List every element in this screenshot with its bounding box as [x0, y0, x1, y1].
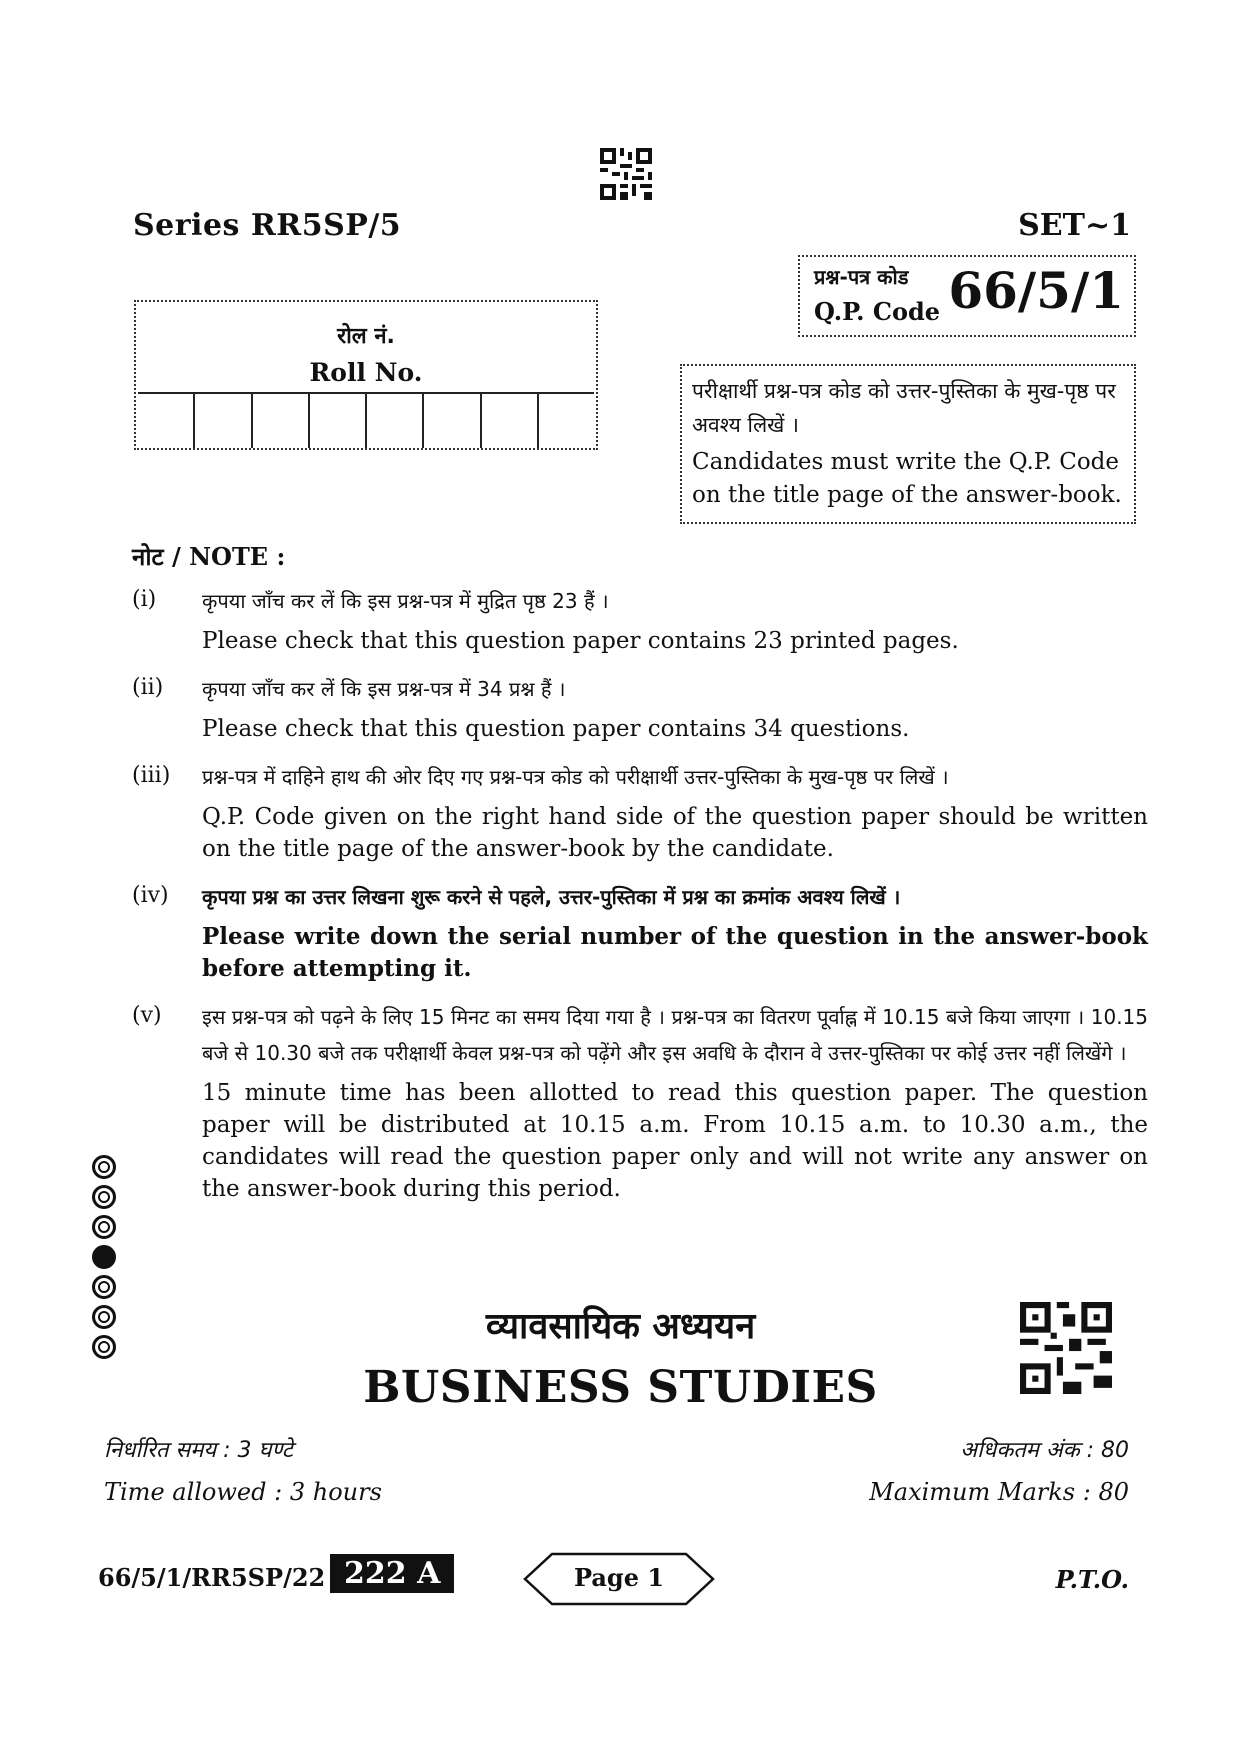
roll-label-en: Roll No. — [309, 358, 423, 387]
ring-icon — [92, 1275, 116, 1299]
note-text-en: Please check that this question paper contains 34 questions. — [202, 716, 910, 742]
roll-digit-cell[interactable] — [253, 394, 310, 448]
ring-icon — [92, 1155, 116, 1179]
time-allowed-en: Time allowed : 3 hours — [104, 1478, 382, 1506]
page-indicator — [522, 1551, 716, 1607]
note-text-hi: कृपया जाँच कर लें कि इस प्रश्न-पत्र में 34 प्रश्न हैं । — [202, 677, 566, 701]
time-allowed-hi: निर्धारित समय : 3 घण्टे — [104, 1438, 293, 1463]
note-item — [132, 879, 1148, 993]
qr-code-top-icon — [600, 148, 652, 200]
note-item — [132, 671, 1148, 753]
subject-title-hi: व्यावसायिक अध्ययन — [485, 1306, 756, 1347]
note-text-hi: कृपया प्रश्न का उत्तर लिखना शुरू करने से पहले, उत्तर-पुस्तिका में प्रश्न का क्रमांक अवश्य लिखें । — [202, 885, 901, 909]
roll-number-grid — [138, 392, 594, 448]
footer-paper-code: 66/5/1/RR5SP/22 — [98, 1563, 326, 1592]
roll-digit-cell[interactable] — [367, 394, 424, 448]
candidate-instruction-box — [680, 364, 1136, 524]
note-text-en: Please write down the serial number of the question in the answer-book before attempting it. — [202, 923, 1148, 982]
note-number: (v) — [132, 1003, 162, 1028]
ring-icon — [92, 1215, 116, 1239]
qp-code-label-hi: प्रश्न-पत्र कोड — [814, 265, 909, 289]
candidate-instruction-en: Candidates must write the Q.P. Code on the title page of the answer-book. — [692, 449, 1122, 508]
footer-badge: 222 A — [330, 1554, 454, 1593]
qp-code-label-en: Q.P. Code — [814, 297, 941, 326]
note-text-hi: इस प्रश्न-पत्र को पढ़ने के लिए 15 मिनट का समय दिया गया है । प्रश्न-पत्र का वितरण पूर्वाह्न में 10.15 बजे किया जाएगा । 10.15 बजे से 10.30 बजे तक परीक्षार्थी केवल प्रश्न-पत्र को पढ़ेंगे और इस अवधि के दौरान वे उत्तर-पुस्तिका पर कोई उत्तर नहीं लिखेंगे । — [202, 1005, 1148, 1065]
roll-digit-cell[interactable] — [138, 394, 195, 448]
filled-ring-icon — [92, 1245, 116, 1269]
roll-digit-cell[interactable] — [482, 394, 539, 448]
roll-label-hi: रोल नं. — [337, 324, 395, 349]
note-text-en: 15 minute time has been allotted to read this question paper. The question paper will be distributed at 10.15 a.m. From 10.15 a.m. to 10.30 a.m., the candidates will read the question paper only and will not write any answer on the answer-book during this period. — [202, 1080, 1148, 1202]
page-number-label: Page 1 — [573, 1563, 665, 1592]
notes-heading: नोट / NOTE : — [132, 542, 286, 571]
roll-digit-cell[interactable] — [195, 394, 252, 448]
note-text-hi: प्रश्न-पत्र में दाहिने हाथ की ओर दिए गए प्रश्न-पत्र कोड को परीक्षार्थी उत्तर-पुस्तिका के मुख-पृष्ठ पर लिखें । — [202, 765, 949, 789]
roll-digit-cell[interactable] — [310, 394, 367, 448]
note-item — [132, 999, 1148, 1213]
note-text-en: Q.P. Code given on the right hand side of the question paper should be written on the title page of the answer-book by the candidate. — [202, 804, 1148, 862]
subject-title-en: BUSINESS STUDIES — [363, 1362, 878, 1413]
ring-icon — [92, 1185, 116, 1209]
roll-number-box — [134, 300, 598, 450]
max-marks-en: Maximum Marks : 80 — [869, 1478, 1129, 1506]
note-number: (iv) — [132, 883, 169, 908]
set-label: SET~1 — [1018, 208, 1131, 243]
notes-section — [132, 540, 1148, 1213]
max-marks-hi: अधिकतम अंक : 80 — [960, 1438, 1129, 1463]
note-item — [132, 759, 1148, 873]
qp-code-value: 66/5/1 — [948, 261, 1124, 320]
candidate-instruction-hi: परीक्षार्थी प्रश्न-पत्र कोड को उत्तर-पुस्तिका के मुख-पृष्ठ पर अवश्य लिखें । — [692, 379, 1116, 437]
note-number: (iii) — [132, 763, 171, 788]
roll-digit-cell[interactable] — [539, 394, 594, 448]
note-number: (i) — [132, 587, 157, 612]
qp-code-box — [798, 255, 1136, 337]
note-text-hi: कृपया जाँच कर लें कि इस प्रश्न-पत्र में मुद्रित पृष्ठ 23 हैं । — [202, 589, 609, 613]
note-text-en: Please check that this question paper contains 23 printed pages. — [202, 628, 959, 654]
qr-code-subject-icon — [1020, 1302, 1112, 1394]
note-number: (ii) — [132, 675, 164, 700]
pto-label: P.T.O. — [1055, 1565, 1129, 1594]
note-item — [132, 583, 1148, 665]
series-label: Series RR5SP/5 — [133, 208, 402, 243]
roll-digit-cell[interactable] — [424, 394, 481, 448]
